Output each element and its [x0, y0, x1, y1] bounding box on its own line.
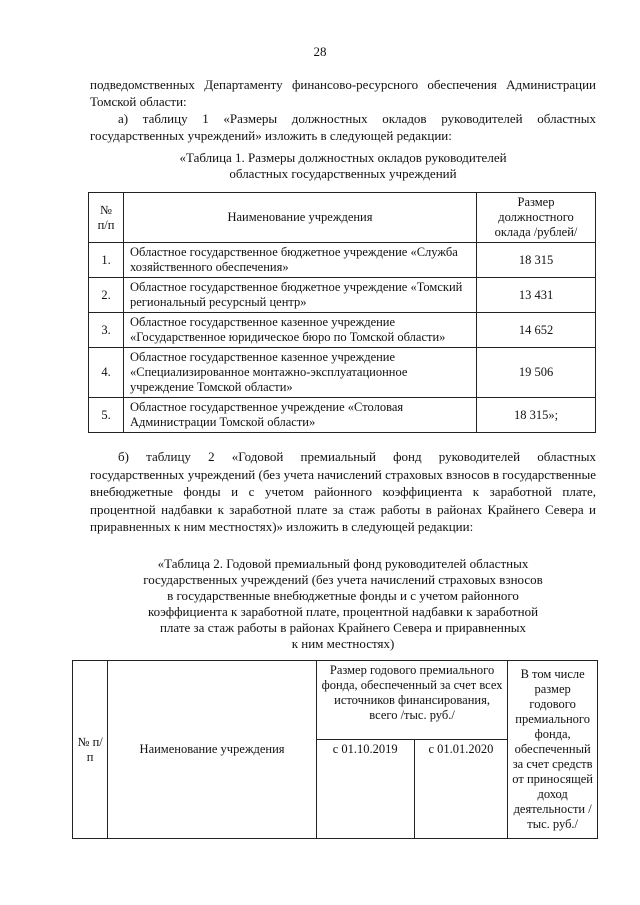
table-row: [89, 313, 596, 348]
table2-header-num: № п/п: [73, 661, 108, 839]
table-row: [89, 278, 596, 313]
table2-caption-line: в государственные внебюджетные фонды и с учетом районного: [167, 588, 519, 603]
table1-caption: [90, 150, 596, 182]
table1: [88, 192, 596, 433]
table1-header-salary: Размер должностного оклада /рублей/: [477, 193, 596, 243]
table2-header-own-income: В том числе размер годового премиального фонда, обеспеченный за счет средств от приносящей доход деятельности /тыс. руб./: [508, 661, 598, 839]
table2-caption-line: государственных учреждений (без учета начислений страховых взносов: [143, 572, 543, 587]
table2-header-date1: с 01.10.2019: [316, 740, 414, 839]
row-number: 4.: [89, 348, 124, 398]
institution-name: Областное государственное казенное учреждение «Государственное юридическое бюро по Томской области»: [124, 313, 477, 348]
table2-header-fund-total: Размер годового премиального фонда, обеспеченный за счет всех источников финансирования, всего /тыс. руб./: [316, 661, 507, 740]
salary-value: 14 652: [477, 313, 596, 348]
salary-value: 13 431: [477, 278, 596, 313]
item-b-paragraph: б) таблицу 2 «Годовой премиальный фонд руководителей областных государственных учреждений (без учета начислений страховых взносов в государственные внебюджетные фонды и с учетом районного коэффициента к заработной плате, процентной надбавки к заработной плате за стаж работы в районах Крайнего Севера и приравненных к ним местностях)» изложить в следующей редакции:: [90, 449, 596, 534]
table1-header-row: [89, 193, 596, 243]
institution-name: Областное государственное бюджетное учреждение «Служба хозяйственного обеспечения»: [124, 243, 477, 278]
table2-caption: [90, 556, 596, 652]
institution-name: Областное государственное бюджетное учреждение «Томский региональный ресурсный центр»: [124, 278, 477, 313]
intro-paragraph: подведомственных Департаменту финансово-ресурсного обеспечения Администрации Томской области:: [90, 77, 596, 109]
table1-caption-line: «Таблица 1. Размеры должностных окладов руководителей: [179, 150, 507, 165]
row-number: 1.: [89, 243, 124, 278]
table2-caption-line: плате за стаж работы в районах Крайнего Севера и приравненных: [159, 620, 527, 635]
table2: [72, 660, 598, 839]
row-number: 2.: [89, 278, 124, 313]
table-row: [89, 243, 596, 278]
salary-value: 19 506: [477, 348, 596, 398]
table2-header-row: [73, 661, 598, 740]
row-number: 5.: [89, 398, 124, 433]
row-number: 3.: [89, 313, 124, 348]
salary-value: 18 315: [477, 243, 596, 278]
page-number: 28: [313, 44, 327, 59]
table2-caption-line: коэффициента к заработной плате, процентной надбавки к заработной: [147, 604, 539, 619]
table2-caption-line: к ним местностях): [291, 636, 395, 651]
table2-header-date2: с 01.01.2020: [414, 740, 508, 839]
table-row: [89, 348, 596, 398]
table2-header-name: Наименование учреждения: [108, 661, 317, 839]
table-row: [89, 398, 596, 433]
table1-caption-line: областных государственных учреждений: [229, 166, 457, 181]
table2-caption-line: «Таблица 2. Годовой премиальный фонд руководителей областных: [157, 556, 529, 571]
salary-value: 18 315»;: [477, 398, 596, 433]
institution-name: Областное государственное учреждение «Столовая Администрации Томской области»: [124, 398, 477, 433]
institution-name: Областное государственное казенное учреждение «Специализированное монтажно-эксплуатационное учреждение Томской области»: [124, 348, 477, 398]
item-a-paragraph: а) таблицу 1 «Размеры должностных окладов руководителей областных государственных учреждений» изложить в следующей редакции:: [90, 111, 596, 143]
table1-header-num: № п/п: [89, 193, 124, 243]
table1-header-name: Наименование учреждения: [124, 193, 477, 243]
